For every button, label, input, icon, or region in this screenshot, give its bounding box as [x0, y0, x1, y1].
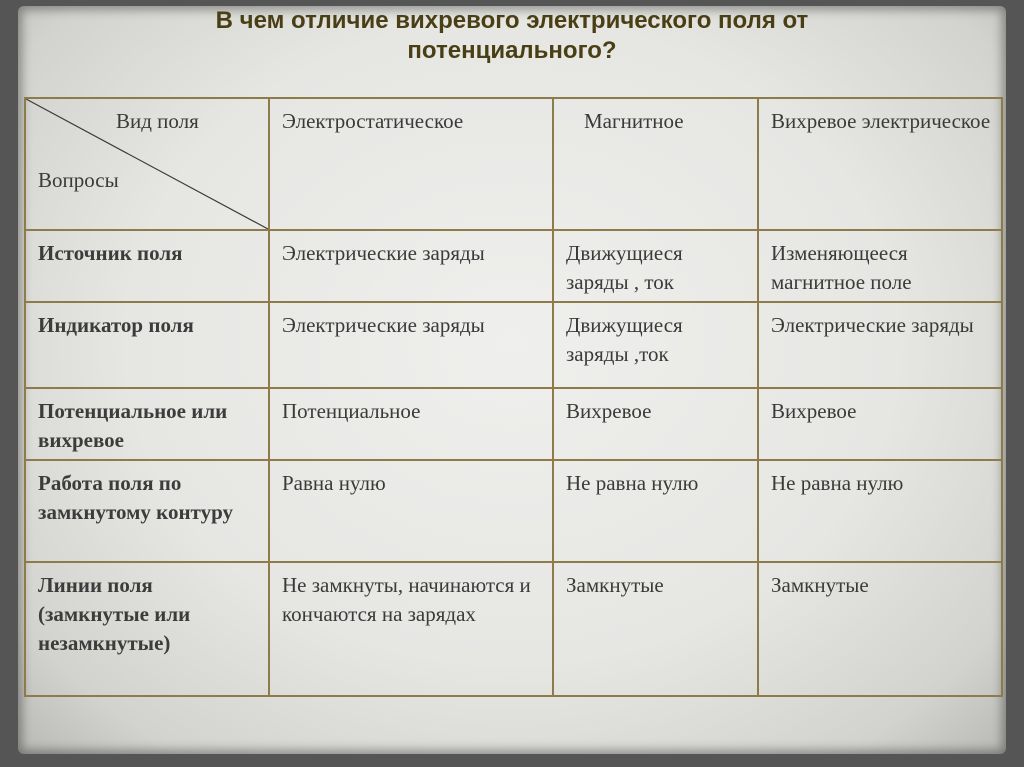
table-cell: Изменяющееся магнитное поле [758, 230, 1002, 302]
column-header: Магнитное [553, 98, 758, 230]
row-header: Индикатор поля [25, 302, 269, 388]
table-cell: Замкнутые [553, 562, 758, 696]
row-header: Потенциальное или вихревое [25, 388, 269, 460]
title-line-2: потенциального? [407, 37, 617, 64]
corner-cell [25, 98, 269, 230]
table-cell: Не замкнуты, начинаются и кончаются на зарядах [269, 562, 553, 696]
table-row [25, 302, 1002, 388]
table-cell: Замкнутые [758, 562, 1002, 696]
table-cell: Не равна нулю [758, 460, 1002, 562]
table-cell: Электрические заряды [269, 302, 553, 388]
table-cell: Движущиеся заряды , ток [553, 230, 758, 302]
table-cell: Вихревое [553, 388, 758, 460]
table-cell: Электрические заряды [269, 230, 553, 302]
row-header: Источник поля [25, 230, 269, 302]
table-cell: Вихревое [758, 388, 1002, 460]
corner-label-questions: Вопросы [38, 168, 119, 192]
title-line-1: В чем отличие вихревого электрического поля от [215, 7, 809, 34]
table-header-row [25, 98, 1002, 230]
table-row [25, 460, 1002, 562]
slide-title [0, 6, 1024, 66]
table-row [25, 388, 1002, 460]
table-row [25, 230, 1002, 302]
table-cell: Электрические заряды [758, 302, 1002, 388]
row-header: Линии поля (замкнутые или незамкнутые) [25, 562, 269, 696]
comparison-table [24, 97, 1003, 697]
table-cell: Потенциальное [269, 388, 553, 460]
column-header: Вихревое электрическое [758, 98, 1002, 230]
column-header: Электростатическое [269, 98, 553, 230]
corner-label-field-type: Вид поля [116, 109, 199, 133]
table-row [25, 562, 1002, 696]
row-header: Работа поля по замкнутому контуру [25, 460, 269, 562]
table-cell: Движущиеся заряды ,ток [553, 302, 758, 388]
table-cell: Равна нулю [269, 460, 553, 562]
table-cell: Не равна нулю [553, 460, 758, 562]
